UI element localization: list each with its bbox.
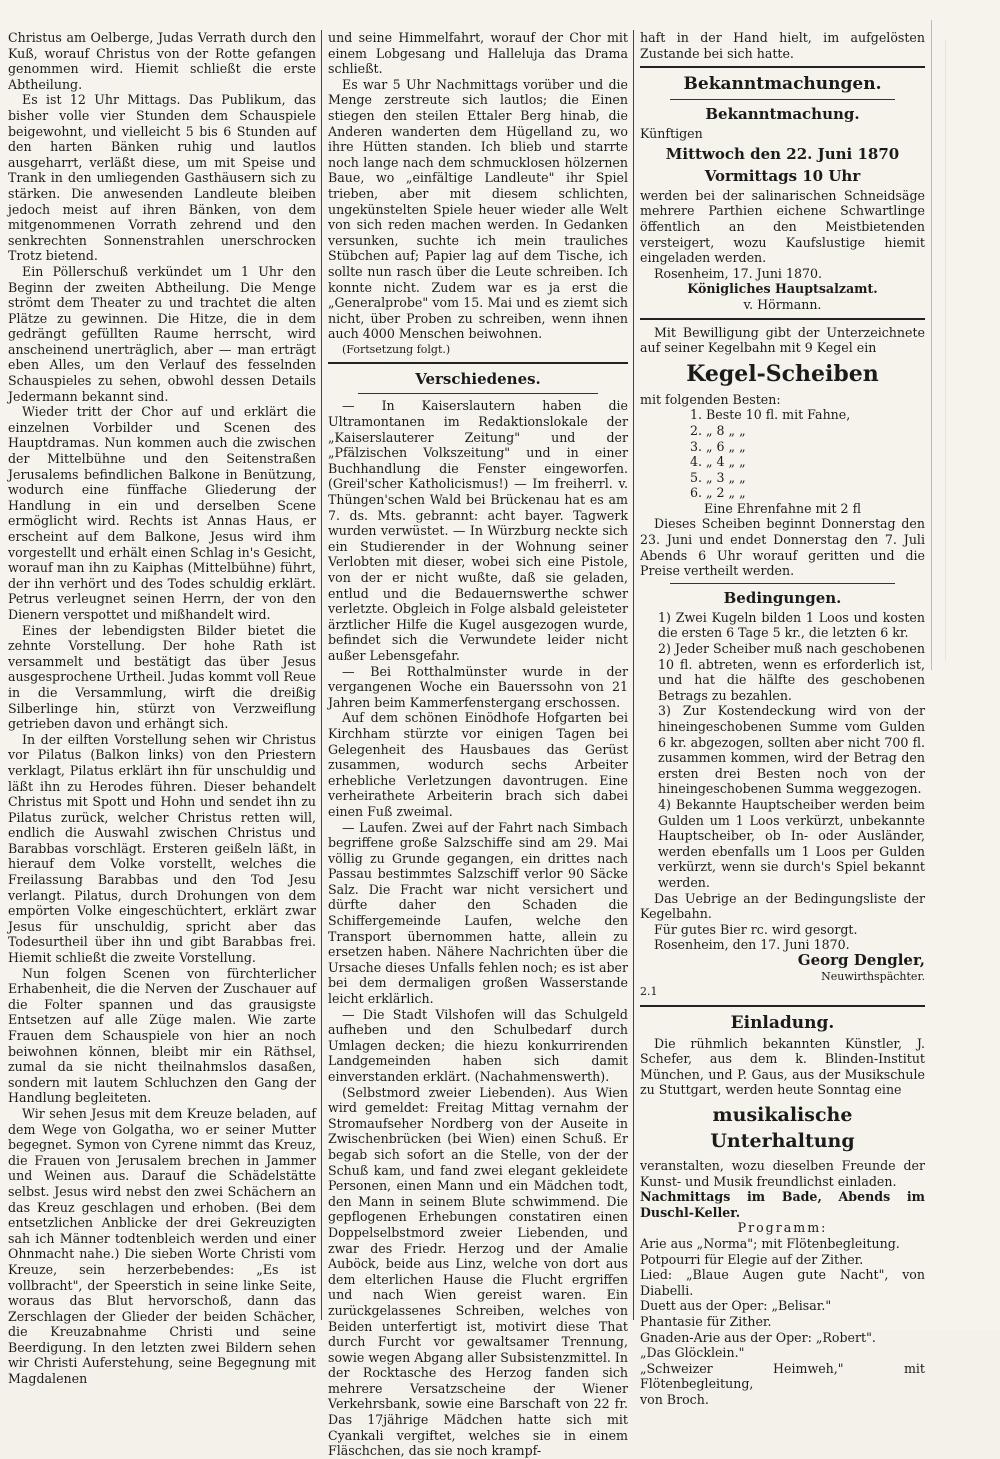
prize-item: 2. „ 8 „ „ bbox=[690, 422, 746, 438]
condition-item: 4) Bekannte Hauptscheiber werden beim Gulden um 1 Loos verkürzt, unbekannte Hauptscheiber, ob In- oder Ausländer, werden ebenfalls um 1 Loos per Gulden verkürzt, wenn sie durch's Spiel bekannt werden. bbox=[658, 796, 925, 890]
ads-heading: Bekanntmachungen. bbox=[683, 74, 882, 95]
notice-text: Für gutes Bier rc. wird gesorgt. bbox=[654, 921, 858, 937]
article-paragraph: In der eilften Vorstellung sehen wir Christus vor Pilatus (Balkon links) von den Priestern verklagt, Pilatus erklärt ihn für unschuldig und läßt ihn zu Herodes führen. Dieser behandelt Christus mit Spott und Hohn und sendet ihn zu Pilatus zurück, welcher Christus retten will, endlich die Auswahl zwischen Christus und Barabbas vorschlägt. Ersteren geißeln läßt, in hierauf dem Volke vorstellt, welches die Freilassung Barabbas und den Tod Jesu verlangt. Pilatus, durch Drohungen von dem empörten Volke eingeschüchtert, erklärt zwar Jesus für unschuldig, spricht aber das Todesurtheil über ihn und gibt Barabbas frei. Hiemit schließt die zweite Vorstellung. bbox=[8, 731, 316, 966]
column-rule bbox=[633, 30, 634, 1320]
section-divider bbox=[640, 318, 925, 320]
article-paragraph: Es ist 12 Uhr Mittags. Das Publikum, das bisher volle vier Stunden dem Schauspiele beigewohnt, und vielleicht 5 bis 6 Stunden auf den harten Bänken ruhig und lautlos ausgeharrt, verläßt diese, um mit Speise und Trank in den umliegenden Gasthäusern sich zu stärken. Die anwesenden Landleute bleiben jedoch meist auf ihren Bänken, von dem mitgenommenen Vorrath zehrend und den senkrechten Sonnenstrahlen unerschrocken Trotz bietend. bbox=[8, 92, 316, 264]
column-1 bbox=[8, 30, 316, 1387]
article-paragraph: haft in der Hand hielt, im aufgelösten Zustande bei sich hatte. bbox=[640, 30, 925, 61]
condition-item: 2) Jeder Scheiber muß nach geschobenen 10 fl. abtreten, wenn es erforderlich ist, und hat die hälfte des geschobenen Betrags zu bezahlen. bbox=[658, 641, 925, 703]
program-list bbox=[640, 1236, 925, 1408]
prize-item: 4. „ 4 „ „ bbox=[690, 454, 746, 470]
section-divider bbox=[640, 66, 925, 68]
notice-signature: Georg Dengler, bbox=[797, 950, 925, 969]
article-paragraph: und seine Himmelfahrt, worauf der Chor mit einem Lobgesang und Halleluja das Drama schließt. bbox=[328, 30, 628, 77]
article-paragraph: Ein Pöllerschuß verkündet um 1 Uhr den Beginn der zweiten Abtheilung. Die Menge strömt dem Theater zu und trachtet die alten Plätze zu gewinnen. Die Hitze, die in dem gedrängt gefüllten Raume herrscht, wird anscheinend unerträglich, aber — man erträgt eben Alles, um den Verlauf des fesselnden Schauspieles zu sehen, obwohl dessen Details Jedermann bekannt sind. bbox=[8, 263, 316, 404]
news-item: (Selbstmord zweier Liebenden). Aus Wien wird gemeldet: Freitag Mittag vernahm der Stromaufseher Nordberg von der Auseite in Zwischenbrücken (bei Wien) einen Schuß. Er begab sich sofort an die Stelle, von der der Schuß kam, und fand zwei elegant gekleidete Personen, einen Mann und ein Mädchen todt, den Mann in seinem Blute schwimmend. Die gepflogenen Erhebungen constatiren einen Doppelselbstmord zweier Liebenden, und zwar des Friedr. Herzog und der Amalie Auböck, beide aus Linz, welche von dort aus dem elterlichen Hause die Flucht ergriffen und nach Wien gereist waren. Ein zurückgelassenes Schreiben, welches von Beiden unterfertigt ist, motivirt diese That durch Furcht vor gewaltsamer Trennung, sowie wegen Abgang aller Subsistenzmittel. In der Rocktasche des Herzog fanden sich mehrere Versatzscheine der Wiener Verkehrsbank, sowie eine Barschaft von 22 fr. Das 17jährige Mädchen hatte sich mit Cyankali vergiftet, welches sie in einem Fläschchen, das sie noch krampf- bbox=[328, 1084, 628, 1459]
continued-note: (Fortsetzung folgt.) bbox=[342, 342, 451, 356]
heading-divider bbox=[670, 99, 895, 100]
program-item: Gnaden-Arie aus der Oper: „Robert". bbox=[640, 1329, 876, 1345]
prize-flag: Eine Ehrenfahne mit 2 fl bbox=[704, 500, 861, 516]
notice-date: Mittwoch den 22. Juni 1870 bbox=[665, 144, 900, 163]
article-paragraph: Es war 5 Uhr Nachmittags vorüber und die Menge zerstreute sich lautlos; die Einen stiegen den steilen Ettaler Berg hinab, die Anderen wanderten dem Hügelland zu, wo ihre Hütten standen. Ich blieb und starrte noch lange nach dem schmucklosen hölzernen Baue, wo „einfältige Landleute" ihr Spiel trieben, aber mit diesem schlichten, ungekünstelten Spiele heuer wieder alle Welt von sich reden machen werden. In Gedanken versunken, suchte ich mein trauliches Stübchen auf; Papier lag auf dem Tische, ich sollte nun rasch über die Leute schreiben. Ich konnte nicht. Zudem war es ja erst die „Generalprobe" vom 15. Mai und es ziemt sich nicht, über Proben zu schreiben, wenn ihnen auch 4000 Menschen beiwohnen. bbox=[328, 76, 628, 342]
condition-item: 3) Zur Kostendeckung wird von der hineingeschobenen Summe vom Gulden 6 kr. abgezogen, sollten aber nicht 700 fl. zusammen kommen, wird der Betrag den ersten drei Besten noch von der hineingeschobenen Summa weggezogen. bbox=[658, 703, 925, 797]
program-item: „Schweizer Heimweh," mit Flötenbegleitung, bbox=[640, 1360, 925, 1392]
notice-time: Vormittags 10 Uhr bbox=[704, 166, 861, 185]
page-edge-rule bbox=[931, 20, 932, 670]
article-paragraph: Wir sehen Jesus mit dem Kreuze beladen, auf dem Wege von Golgatha, wo er seiner Mutter begegnet. Symon von Cyrene nimmt das Kreuz, die Frauen von Jerusalem brechen in Jammer und Weinen aus. Darauf die Schädelstätte selbst. Jesus wird nebst den zwei Schächern an das Kreuz geschlagen und erhoben. (Bei dem entsetzlichen Anblicke der drei Gekreuzigten sah ich Männer todtenbleich werden und einer Ohnmacht nahe.) Die sieben Worte Christi vom Kreuze, sein herzerbebendes: „Es ist vollbracht", der Speerstich in seine linke Seite, woraus das Blut hervorschoß, dann das Zerschlagen der Glieder der beiden Schächer, die Kreuzabnahme Christi und seine Beerdigung. In den letzten zwei Bildern sehen wir Christi Auferstehung, seine Begegnung mit Magdalenen bbox=[8, 1105, 316, 1387]
news-item: — Die Stadt Vilshofen will das Schulgeld aufheben und den Schulbedarf durch Umlagen decken; die hiezu konkurrirenden Landgemeinden haben sich damit einverstanden erklärt. (Nachahmenswerth). bbox=[328, 1006, 628, 1084]
article-paragraph: Nun folgen Scenen von fürchterlicher Erhabenheit, die die Nerven der Zuschauer auf die Folter spannen und das grausigste Entsetzen auf alle Züge malen. Wie zarte Frauen dem Schauspiele von hier an noch beiwohnen können, bleibt mir ein Räthsel, zumal da sie nicht theilnahmslos dasaßen, sondern mit lautem Schluchzen den Gang der Handlung begleiteten. bbox=[8, 965, 316, 1106]
column-3 bbox=[640, 30, 925, 1408]
notice-kegel bbox=[640, 325, 925, 1000]
news-item: — Laufen. Zwei auf der Fahrt nach Simbach begriffene große Salzschiffe sind am 29. Mai völlig zu Grunde gegangen, ein drittes nach Passau bestimmtes Salzschiff verlor 90 Säcke Salz. Die Fracht war nicht versichert und dürfte daher den Schaden die Schiffergemeinde Laufen, welche den Transport übernommen hatte, allein zu ersetzen haben. Nähere Nachrichten über die Ursache dieses Unfalls fehlen noch; es ist aber bei dem dermaligen großen Wasserstande leicht erklärlich. bbox=[328, 819, 629, 1007]
condition-item: 1) Zwei Kugeln bilden 1 Loos und kosten die ersten 6 Tage 5 kr., die letzten 6 kr. bbox=[658, 609, 925, 641]
heading-divider bbox=[358, 393, 598, 394]
notice-heading: Einladung. bbox=[730, 1012, 835, 1033]
program-item: Lied: „Blaue Augen gute Nacht", von Diabelli. bbox=[640, 1267, 925, 1298]
notice-role: Neuwirthspächter. bbox=[821, 969, 925, 983]
section-divider bbox=[328, 362, 628, 364]
program-item: „Das Glöcklein." bbox=[640, 1345, 745, 1361]
prize-item: 6. „ 2 „ „ bbox=[690, 485, 746, 501]
program-item: Duett aus der Oper: „Belisar." bbox=[640, 1298, 832, 1314]
notice-invitation bbox=[640, 1012, 925, 1408]
prize-item: 5. „ 3 „ „ bbox=[690, 469, 746, 485]
notice-text: Mit Bewilligung gibt der Unterzeichnete auf seiner Kegelbahn mit 9 Kegel ein bbox=[640, 324, 925, 356]
notice-title: Kegel-Scheiben bbox=[686, 360, 879, 387]
article-paragraph: Christus am Oelberge, Judas Verrath durch den Kuß, worauf Christus von der Rotte gefangen genommen wird. Hiemit schließt die erste Abtheilung. bbox=[8, 30, 316, 92]
column-rule bbox=[321, 30, 322, 1320]
notice-text: werden bei der salinarischen Schneidsäge mehrere Parthien eichene Schwartlinge öffentlich an den Meistbietenden versteigert, wozu Kaufslustige hiemit eingeladen werden. bbox=[640, 187, 925, 266]
prize-list bbox=[640, 407, 925, 501]
notice-text: mit folgenden Besten: bbox=[640, 391, 781, 407]
notice-signature: v. Hörmann. bbox=[743, 296, 822, 312]
notice-text: veranstalten, wozu dieselben Freunde der Kunst- und Musik freundlichst einladen. bbox=[640, 1158, 925, 1189]
notice-heading: Bekanntmachung. bbox=[705, 105, 860, 124]
program-heading: Programm: bbox=[737, 1220, 828, 1236]
article-paragraph: Wieder tritt der Chor auf und erklärt die einzelnen Vorbilder und Scenen des Hauptdramas. Nun kommen auch die zwischen der Mittelbühne und den Seitenstraßen Jerusalems befindlichen Balkone in Benützung, wodurch eine fünffache Gliederung der Handlung in ein und derselben Scene ermöglicht wird. Rechts ist Annas Haus, er erscheint auf dem Balkone, Jesus wird ihm vorgestellt und erhält einen Schlag in's Gesicht, worauf man ihn zu Kaiphas (Mittelbühne) führt, der ihn verhört und des Todes schuldig erklärt. Petrus verleugnet seinen Herrn, der von den Dienern verspottet und mißhandelt wird. bbox=[8, 404, 316, 622]
program-item: Phantasie für Zither. bbox=[640, 1314, 772, 1329]
notice-title: musikalische Unterhaltung bbox=[710, 1104, 855, 1153]
notice-text: Das Uebrige an der Bedingungsliste der Kegelbahn. bbox=[640, 890, 925, 922]
section-divider bbox=[670, 583, 895, 584]
notice-auction bbox=[640, 104, 925, 312]
notice-time-place: Nachmittags im Bade, Abends im Duschl-Keller. bbox=[640, 1189, 925, 1220]
news-item: — Bei Rotthalmünster wurde in der vergangenen Woche ein Bauerssohn von 21 Jahren beim Kammerfenstergang erschossen. bbox=[328, 663, 628, 710]
column-2 bbox=[328, 30, 628, 1459]
prize-item: 3. „ 6 „ „ bbox=[690, 438, 746, 454]
notice-place-date: Rosenheim, 17. Juni 1870. bbox=[654, 265, 823, 281]
program-item: Arie aus „Norma"; mit Flötenbegleitung. bbox=[640, 1236, 900, 1252]
bleed-through-margin bbox=[945, 40, 996, 660]
conditions-heading: Bedingungen. bbox=[723, 588, 842, 607]
program-item: von Broch. bbox=[640, 1391, 709, 1407]
section-divider bbox=[640, 1005, 925, 1007]
conditions-list bbox=[640, 610, 925, 891]
section-heading: Verschiedenes. bbox=[415, 370, 541, 389]
news-item: — In Kaiserslautern haben die Ultramontanen im Redaktionslokale der „Kaiserslauterer Zeitung" und der „Pfälzischen Volkszeitung" und in einer Buchhandlung die Fenster eingeworfen. (Greil'scher Katholicismus!) — Im freiherrl. v. Thüngen'schen Wald bei Brückenau hat es am 7. ds. Mts. gebrannt: acht bayer. Tagwerk wurden verwüstet. — In Würzburg neckte sich ein Studierender in der Wohnung seiner Verlobten mit dieser, wobei sich eine Pistole, von der er nicht wußte, daß sie geladen, entlud und die Bedauernswerthe schwer verletzte. Obgleich in Folge alsbald geleisteter ärztlicher Hilfe die Kugel ausgezogen wurde, befindet sich die Verwundete leider nicht außer Lebensgefahr. bbox=[328, 398, 628, 663]
article-paragraph: Eines der lebendigsten Bilder bietet die zehnte Vorstellung. Der hohe Rath ist versammelt und bestätigt das über Jesus ausgesprochene Urtheil. Judas kommt voll Reue in die Versammlung, wirft die dreißig Silberlinge hin, stürzt von Verzweiflung getrieben davon und erhängt sich. bbox=[8, 622, 316, 732]
prize-item: 1. Beste 10 fl. mit Fahne, bbox=[690, 407, 851, 423]
notice-place-date: Rosenheim, den 17. Juni 1870. bbox=[654, 937, 850, 953]
notice-office: Königliches Hauptsalzamt. bbox=[687, 281, 878, 297]
notice-text: Die rühmlich bekannten Künstler, J. Schefer, aus dem k. Blinden-Institut München, und P. Gaus, aus der Musikschule zu Stuttgart, werden heute Sonntag eine bbox=[640, 1035, 925, 1098]
news-item: Auf dem schönen Einödhofe Hofgarten bei Kirchham stürzte vor einigen Tagen bei Gelegenheit des Hausbaues das Gerüst zusammen, wodurch sechs Arbeiter erhebliche Verletzungen davontrugen. Eine verheirathete Arbeiterin brach sich dabei einen Fuß zweimal. bbox=[328, 710, 628, 819]
notice-text: Dieses Scheiben beginnt Donnerstag den 23. Juni und endet Donnerstag den 7. Juli Abends 6 Uhr worauf geritten und die Preise vertheilt werden. bbox=[640, 516, 925, 579]
notice-text: Künftigen bbox=[640, 126, 703, 142]
program-item: Potpourri für Elegie auf der Zither. bbox=[640, 1251, 864, 1267]
notice-ref: 2.1 bbox=[640, 985, 658, 999]
